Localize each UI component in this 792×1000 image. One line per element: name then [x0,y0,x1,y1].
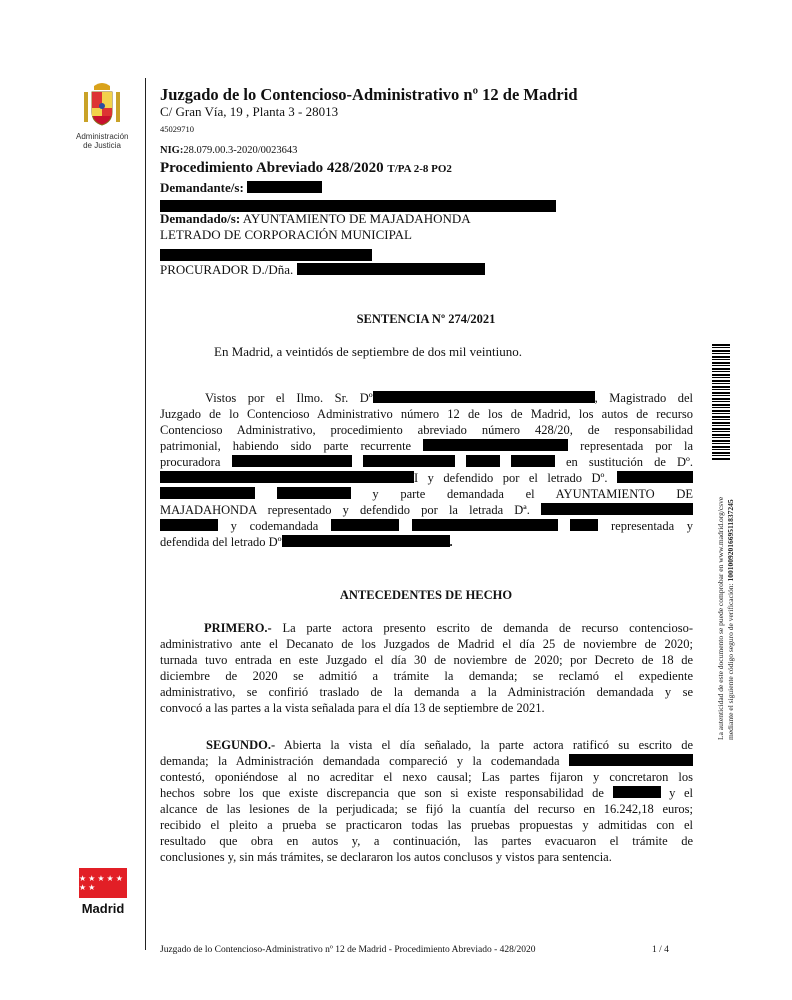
redaction [282,535,450,547]
procedure-title: Procedimiento Abreviado 428/2020 [160,160,384,176]
text: . [449,535,453,549]
coat-of-arms-icon [80,80,124,130]
text: y parte demandada el AYUNTAMIENTO DE [372,487,694,501]
text: turnada tuvo entrada en este Juzgado el día 30 de noviembre de 2020; por Decreto de 18 de [160,653,693,667]
redaction [373,391,595,403]
redaction [613,786,661,798]
redaction [331,519,399,531]
text: diciembre de 2020 se admitió a trámite la demanda; se reclamó el expediente [160,669,693,683]
court-code: 45029710 [160,124,194,134]
verify-line-1: La autenticidad de este documento se puede comprobar en www.madrid.org/csve [716,496,725,740]
text: Juzgado de lo Contencioso Administrativo número 12 de los de Madrid, los autos de recurso [160,407,693,421]
redaction [569,754,693,766]
demandante-line [160,180,322,196]
sentence-date: En Madrid, a veintidós de septiembre de dos mil veintiuno. [214,344,522,359]
verify-code: 1001009201669511837245 [726,499,735,582]
demandado-value: AYUNTAMIENTO DE MAJADAHONDA [242,211,471,226]
text: demanda; la Administración demandada compareció y la codemandada [160,754,560,768]
text: I y defendido por el letrado Dº. [414,471,608,485]
text: MAJADAHONDA representado y defendido por la letrada Dª. [160,503,530,517]
redaction [160,471,414,483]
segundo-label: SEGUNDO.- [206,738,276,752]
text: y codemandada [230,519,319,533]
redaction [160,249,372,261]
vistos-paragraph [160,390,693,550]
redaction [617,471,693,483]
page-number: 1 / 4 [652,945,669,955]
logo-caption-2: de Justicia [83,141,121,150]
text: y el [669,786,694,800]
nig-line [160,145,297,156]
logo-caption-1: Administración [76,132,129,141]
text: procuradora [160,455,221,469]
redaction [423,439,568,451]
text: representada y [610,519,694,533]
text: Vistos por el Ilmo. Sr. Dº [205,391,373,405]
nig-value: 28.079.00.3-2020/0023643 [183,145,298,156]
demandante-label: Demandante/s: [160,180,244,195]
redaction [541,503,693,515]
redaction [570,519,598,531]
text: convocó a las partes a la vista señalada para el día 13 de septiembre de 2021. [160,701,545,715]
text: patrimonial, habiendo sido parte recurrente [160,439,412,453]
primero-paragraph [160,620,693,716]
text: administrativo, se confirió traslado de la demanda a la Administración demandada y se [160,685,693,699]
demandado-label: Demandado/s: [160,211,241,226]
text: conclusiones y, sin más trámites, se declararon los autos conclusos y vistos para sentencia. [160,850,612,864]
letrado-line: LETRADO DE CORPORACIÓN MUNICIPAL [160,227,412,242]
sentence-title: SENTENCIA Nº 274/2021 [356,312,496,326]
redaction [160,487,255,499]
madrid-logo [78,868,128,916]
procedure-line [160,160,452,177]
verification-barcode [712,344,730,460]
justicia-logo [76,80,128,150]
text: administrativo ante el Decanato de los Juzgados de Madrid el día 25 de noviembre de 2020; [160,637,693,651]
text: Contencioso Administrativo, procedimiento abreviado número 428/20, de responsabilidad [160,423,693,437]
text: resultado que obra en autos y, a continuación, las partes evacuaron el trámite de [160,834,693,848]
text: , Magistrado del [594,391,693,405]
text: hechos sobre los que existe discrepancia que son si existe responsabilidad de [160,786,604,800]
text: contestó, oponiéndose al no acreditar el nexo causal; Las partes fijaron y concretaron los [160,770,693,784]
antecedentes-title: ANTECEDENTES DE HECHO [339,588,513,602]
redaction [160,519,218,531]
madrid-wordmark: Madrid [81,901,125,916]
procurador-label: PROCURADOR D./Dña. [160,262,294,277]
redaction [232,455,352,467]
redaction [363,455,455,467]
text: mediante el siguiente código seguro de verificación: [726,583,735,740]
text: alcance de las lesiones de la perjudicada; se fijó la cuantía del recurso en 16.242,18 euros; [160,802,693,816]
margin-rule [145,78,146,950]
text: La parte actora presento escrito de demanda de recurso contencioso- [282,621,694,635]
procedure-suffix: T/PA 2-8 PO2 [387,163,452,175]
text: representada por la [580,439,694,453]
nig-label: NIG: [160,145,184,156]
stars: ★ ★ ★ ★ ★ ★ ★ [79,874,123,892]
redaction [247,181,322,193]
text: Abierta la vista el día señalado, la parte actora ratificó su escrito de [283,738,693,752]
redaction [511,455,555,467]
text: defendida del letrado Dº [160,535,282,549]
verify-line-2 [726,497,736,740]
primero-label: PRIMERO.- [204,621,272,635]
redaction [277,487,351,499]
text: recibido el pleito a prueba se practicaron todas las pruebas propuestas y admitidas con el [160,818,693,832]
redaction [466,455,500,467]
court-title: Juzgado de lo Contencioso-Administrativo nº 12 de Madrid [160,85,578,104]
verification-text [716,497,736,740]
text: en sustitución de Dº. [565,455,694,469]
court-address: C/ Gran Vía, 19 , Planta 3 - 28013 [160,104,339,119]
procurador-line [160,262,485,278]
madrid-flag-icon [79,868,127,898]
footer-text: Juzgado de lo Contencioso-Administrativo nº 12 de Madrid - Procedimiento Abreviado - 428/2020 [160,945,536,955]
redaction [297,263,485,275]
demandado-line [160,211,471,227]
segundo-paragraph [160,737,693,865]
redaction [412,519,558,531]
